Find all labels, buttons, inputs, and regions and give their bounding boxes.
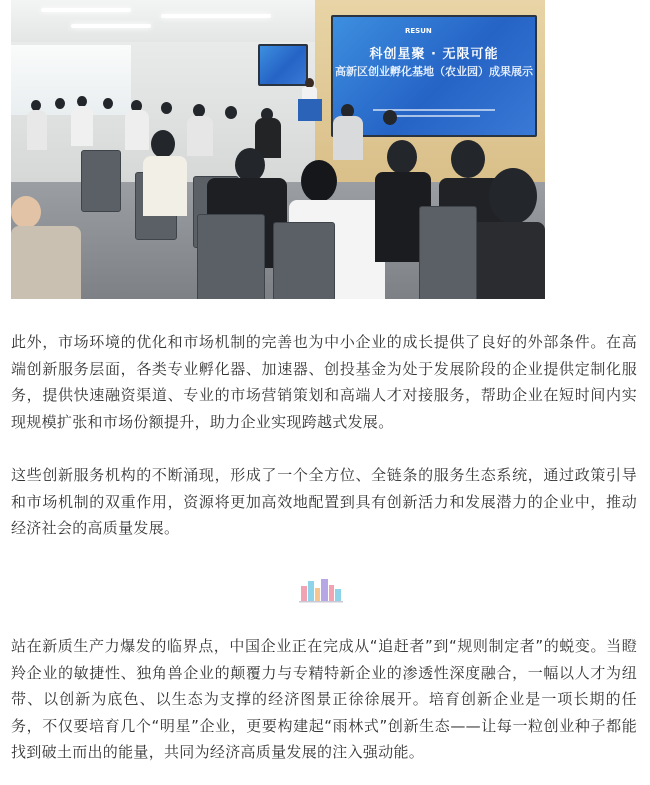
audience-member-hand xyxy=(11,196,41,228)
podium xyxy=(298,99,322,121)
screen-subtitle: 高新区创业孵化基地（农业园）成果展示 xyxy=(335,65,533,78)
paragraph-market-environment: 此外，市场环境的优化和市场机制的完善也为中小企业的成长提供了良好的外部条件。在高端创新服务层面，各类专业孵化器、加速器、创投基金为处于发展阶段的企业提供定制化服务，提供快速融资渠道、专业的市场营销策划和高端人才对接服务，帮助企业在短时间内实现规模扩张和市场份额提升，助力企业实现跨越式发展。 xyxy=(11,333,637,431)
audience-member xyxy=(143,156,187,216)
window xyxy=(11,45,131,115)
screen-title: 科创星聚 · 无限可能 xyxy=(369,47,499,62)
audience-member xyxy=(225,106,237,119)
skyline-building xyxy=(308,581,314,601)
audience-member xyxy=(387,140,417,174)
audience-member xyxy=(125,110,149,150)
paragraph-innovation-ecosystem: 站在新质生产力爆发的临界点，中国企业正在完成从“追赶者”到“规则制定者”的蜕变。当瞪羚企业的敏捷性、独角兽企业的颠覆力与专精特新企业的渗透性深度融合，一幅以人才为纽带、以创新为底色、以生态为支撑的经济图景正徐徐展开。培育创新企业是一项长期的任务，不仅要培育几个“明星”企业，更要构建起“雨林式”创新生态——让每一粒创业种子都能找到破土而出的能量，共同为经济高质量发展的注入强动能。 xyxy=(11,637,637,761)
chair xyxy=(81,150,121,212)
chair xyxy=(197,214,265,299)
audience-member xyxy=(151,130,175,158)
audience-member xyxy=(235,148,265,182)
screen-fine-print xyxy=(388,115,480,117)
audience-member xyxy=(471,222,545,299)
skyline-building xyxy=(335,589,341,601)
ceiling-light xyxy=(71,24,151,28)
chair xyxy=(419,206,477,299)
audience-member xyxy=(451,140,485,178)
projection-screen xyxy=(331,15,537,137)
screen-brand: RESUN xyxy=(405,27,432,35)
audience-member xyxy=(27,110,47,150)
event-photo xyxy=(11,0,545,299)
audience-member xyxy=(11,226,81,299)
audience-member xyxy=(489,168,537,224)
ceiling-light xyxy=(41,8,131,12)
skyline-building xyxy=(329,585,334,601)
audience-member xyxy=(301,160,337,202)
audience-member xyxy=(71,106,93,146)
ceiling-light xyxy=(161,14,271,18)
skyline-building xyxy=(315,588,320,601)
skyline-ground xyxy=(299,601,343,603)
audience-member xyxy=(103,98,113,109)
skyline-building xyxy=(301,586,307,601)
city-skyline-icon xyxy=(298,577,344,603)
skyline-building xyxy=(321,579,328,601)
audience-member xyxy=(383,110,397,125)
paragraph-service-ecosystem: 这些创新服务机构的不断涌现，形成了一个全方位、全链条的服务生态系统，通过政策引导和市场机制的双重作用，资源将更加高效地配置到具有创新活力和发展潜力的企业中，推动经济社会的高质量发展。 xyxy=(11,466,637,537)
audience-member xyxy=(55,98,65,109)
chair xyxy=(273,222,335,299)
audience-member xyxy=(187,116,213,156)
audience-member xyxy=(333,116,363,160)
audience-member xyxy=(161,102,172,114)
side-screen xyxy=(258,44,308,86)
